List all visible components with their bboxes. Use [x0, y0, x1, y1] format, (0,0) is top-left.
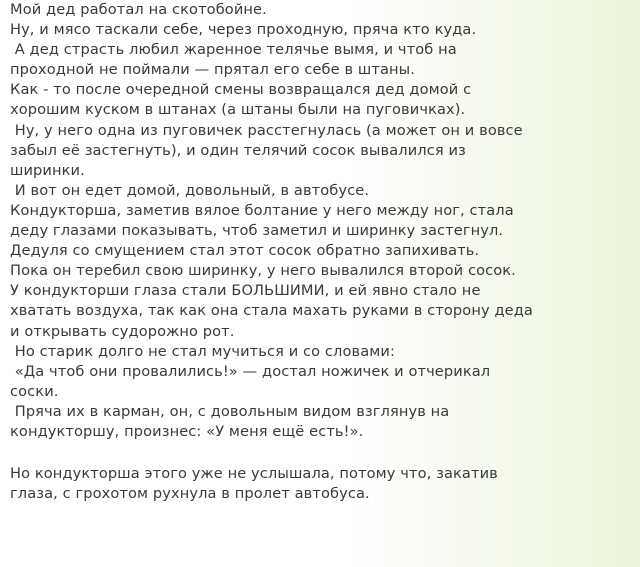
story-line: Но кондукторша этого уже не услышала, потому что, закатив — [10, 465, 498, 483]
story-line: Ну, у него одна из пуговичек расстегнулась (а может он и вовсе — [10, 121, 523, 139]
story-line: Но старик долго не стал мучиться и со словами: — [10, 342, 395, 360]
story-line: Как - то после очередной смены возвращался дед домой с — [10, 81, 472, 99]
story-line: хорошим куском в штанах (а штаны были на пуговичках). — [10, 101, 466, 119]
story-line: глаза, с грохотом рухнула в пролет автобуса. — [10, 485, 370, 503]
story-line: проходной не поймали — прятал его себе в штаны. — [10, 61, 416, 79]
story-line: Мой дед работал на скотобойне. — [10, 1, 267, 18]
story-line: А дед страсть любил жаренное телячье вымя, и чтоб на — [10, 41, 457, 59]
story-line: деду глазами показывать, чтоб заметил и ширинку застегнул. — [10, 222, 504, 240]
story-line: У кондукторши глаза стали БОЛЬШИМИ, и ей явно стало не — [10, 282, 481, 300]
story-line: Кондукторша, заметив вялое болтание у него между ног, стала — [10, 201, 514, 219]
story-line: Пряча их в карман, он, с довольным видом взглянув на — [10, 402, 450, 420]
story-line: соски. — [10, 382, 59, 400]
story-line: забыл её застегнуть), и один телячий сосок вывалился из — [10, 141, 466, 159]
story-line: Ну, и мясо таскали себе, через проходную, пряча кто куда. — [10, 21, 477, 39]
story-line: кондукторшу, произнес: «У меня ещё есть!». — [10, 422, 364, 440]
story-line: Дедуля со смущением стал этот сосок обратно запихивать. — [10, 242, 480, 260]
story-line-blank — [10, 442, 638, 464]
story-line: хватать воздуха, так как она стала махать руками в сторону деда — [10, 302, 533, 320]
story-line: И вот он едет домой, довольный, в автобусе. — [10, 181, 370, 199]
story-text — [10, 0, 638, 504]
story-line: ширинки. — [10, 161, 85, 179]
story-line: и открывать судорожно рот. — [10, 322, 235, 340]
story-line: Пока он теребил свою ширинку, у него вывалился второй сосок. — [10, 262, 516, 280]
story-line: «Да чтоб они провалились!» — достал ножичек и отчерикал — [10, 362, 491, 380]
